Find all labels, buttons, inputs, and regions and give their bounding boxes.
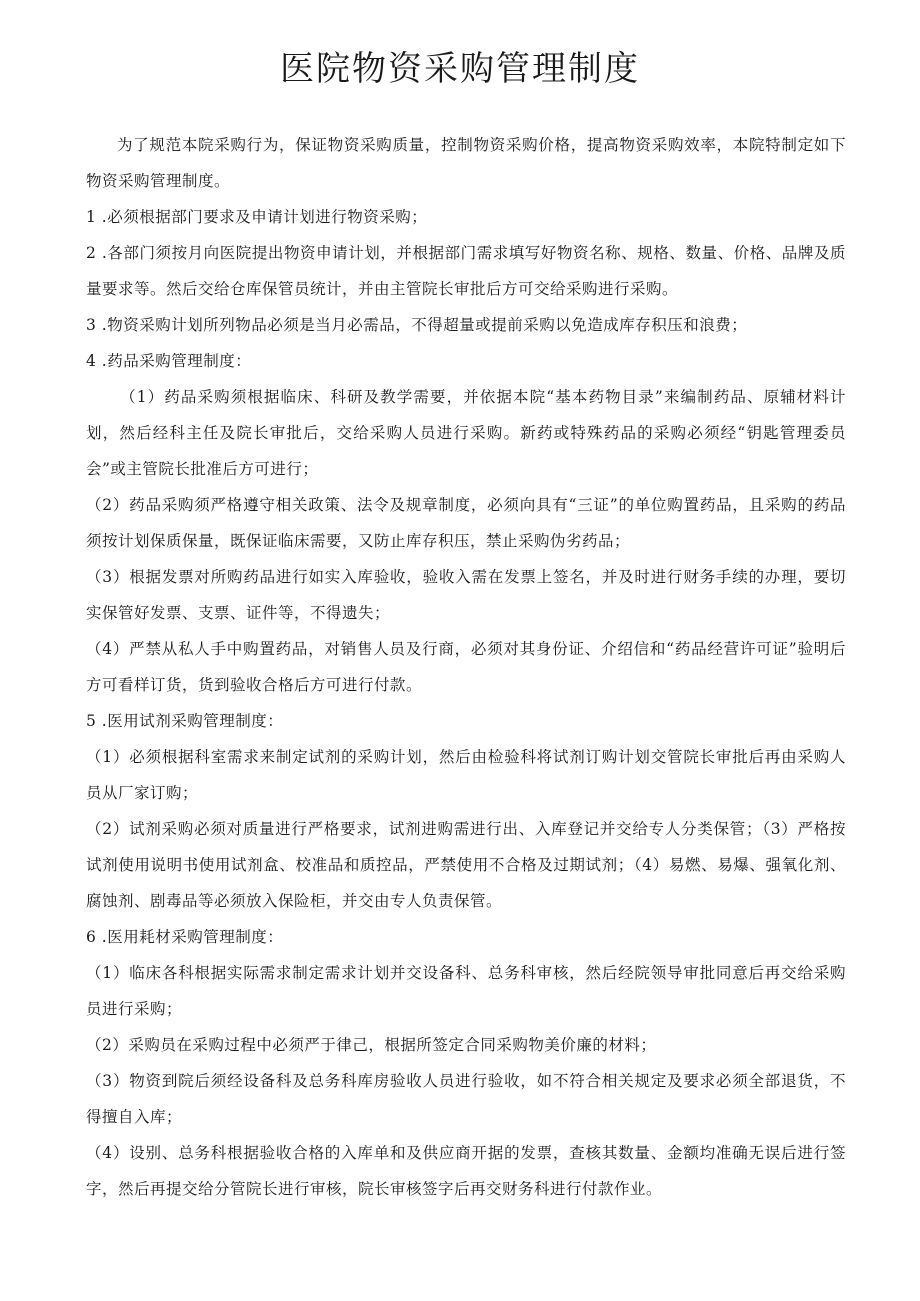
item-6-sub-4: （4）设别、总务科根据验收合格的入库单和及供应商开据的发票，查核其数量、金额均准确无误后进行签字，然后再提交给分管院长进行审核，院长审核签字后再交财务科进行付款作业。 xyxy=(86,1144,846,1198)
item-6-sub-1: （1）临床各科根据实际需求制定需求计划并交设备科、总务科审核，然后经院领导审批同意后再交给采购员进行采购； xyxy=(86,964,846,1018)
document-body xyxy=(86,127,846,1207)
item-1: 1 .必须根据部门要求及申请计划进行物资采购； xyxy=(86,208,428,226)
intro-paragraph: 为了规范本院采购行为，保证物资采购质量，控制物资采购价格，提高物资采购效率，本院特制定如下物资采购管理制度。 xyxy=(86,136,846,190)
item-5-sub-2: （2）试剂采购必须对质量进行严格要求，试剂进购需进行出、入库登记并交给专人分类保管；（3）严格按试剂使用说明书使用试剂盒、校准品和质控品，严禁使用不合格及过期试剂；（4）易燃、易爆、强氧化剂、腐蚀剂、剧毒品等必须放入保险柜，并交由专人负责保管。 xyxy=(86,820,846,910)
item-4-sub-3: （3）根据发票对所购药品进行如实入库验收，验收入需在发票上签名，并及时进行财务手续的办理，要切实保管好发票、支票、证件等，不得遗失； xyxy=(86,568,846,622)
item-6-sub-2: （2）采购员在采购过程中必须严于律己，根据所签定合同采购物美价廉的材料； xyxy=(86,1036,657,1054)
item-5-sub-1: （1）必须根据科室需求来制定试剂的采购计划，然后由检验科将试剂订购计划交管院长审批后再由采购人员从厂家订购； xyxy=(86,748,846,802)
item-6-sub-3: （3）物资到院后须经设备科及总务科库房验收人员进行验收，如不符合相关规定及要求必须全部退货，不得擅自入库； xyxy=(86,1072,846,1126)
item-5-heading: 5 .医用试剂采购管理制度： xyxy=(86,712,284,730)
item-4-sub-2: （2）药品采购须严格遵守相关政策、法令及规章制度，必须向具有“三证”的单位购置药品，且采购的药品须按计划保质保量，既保证临床需要，又防止库存积压，禁止采购伪劣药品； xyxy=(86,496,846,550)
item-4-sub-1: （1）药品采购须根据临床、科研及教学需要，并依据本院“基本药物目录”来编制药品、原辅材料计划，然后经科主任及院长审批后，交给采购人员进行采购。新药或特殊药品的采购必须经“钥匙管理委员会”或主管院长批准后方可进行； xyxy=(86,388,846,478)
document-title: 医院物资采购管理制度 xyxy=(280,49,640,89)
item-4-heading: 4 .药品采购管理制度： xyxy=(86,352,252,370)
item-4-sub-4: （4）严禁从私人手中购置药品，对销售人员及行商，必须对其身份证、介绍信和“药品经营许可证”验明后方可看样订货，货到验收合格后方可进行付款。 xyxy=(86,640,846,694)
item-2: 2 .各部门须按月向医院提出物资申请计划，并根据部门需求填写好物资名称、规格、数量、价格、品牌及质量要求等。然后交给仓库保管员统计，并由主管院长审批后方可交给采购进行采购。 xyxy=(86,244,846,298)
item-6-heading: 6 .医用耗材采购管理制度： xyxy=(86,928,284,946)
item-3: 3 .物资采购计划所列物品必须是当月必需品，不得超量或提前采购以免造成库存积压和浪费； xyxy=(86,316,748,334)
